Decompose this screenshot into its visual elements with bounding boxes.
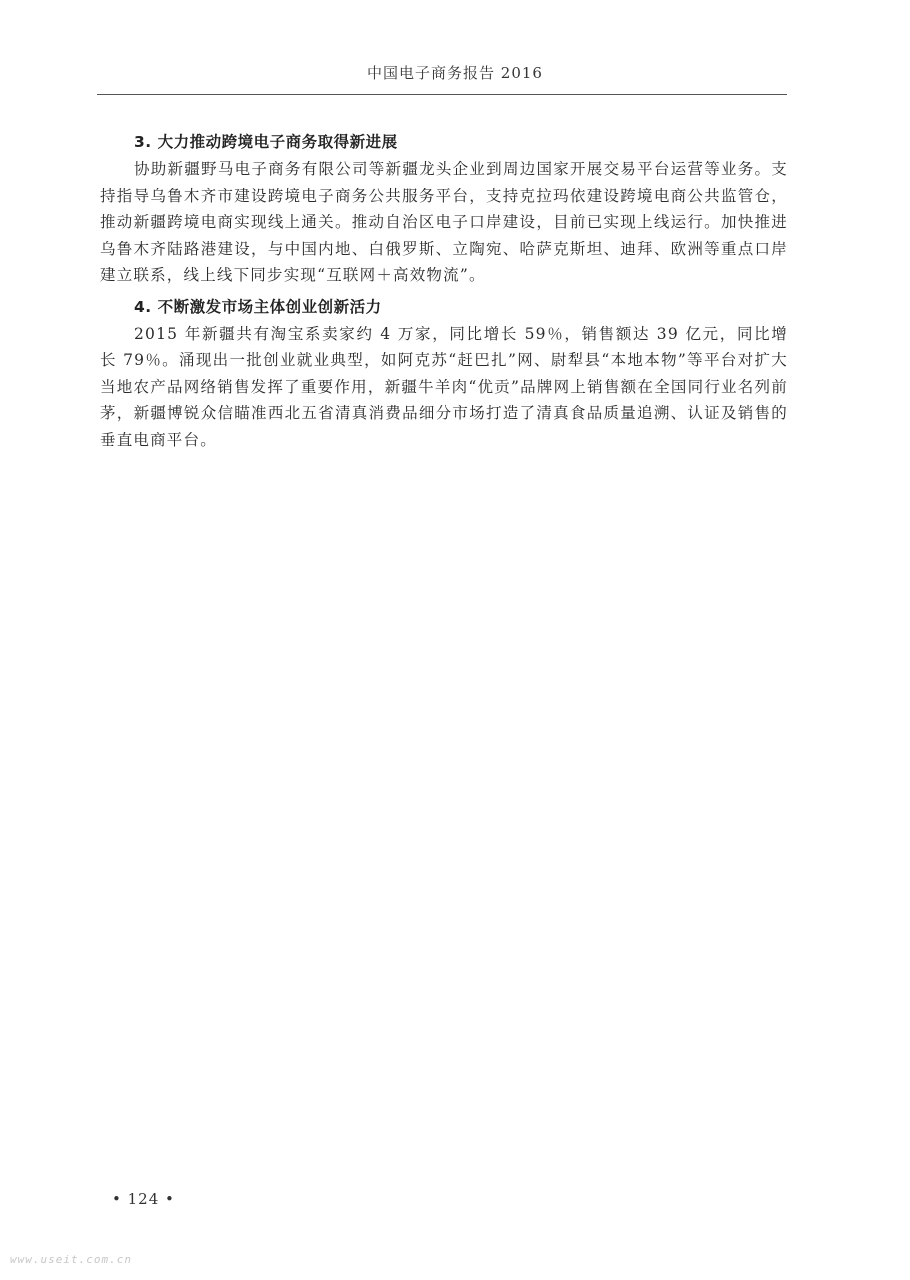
header-divider bbox=[97, 94, 787, 95]
running-header: 中国电子商务报告 2016 bbox=[367, 64, 543, 82]
main-content bbox=[100, 126, 788, 459]
section-heading: 3. 大力推动跨境电子商务取得新进展 bbox=[134, 133, 398, 151]
section-paragraph: 协助新疆野马电子商务有限公司等新疆龙头企业到周边国家开展交易平台运营等业务。支持指导乌鲁木齐市建设跨境电子商务公共服务平台，支持克拉玛依建设跨境电商公共监管仓，推动新疆跨境电商实现线上通关。推动自治区电子口岸建设，目前已实现上线运行。加快推进乌鲁木齐陆路港建设，与中国内地、白俄罗斯、立陶宛、哈萨克斯坦、迪拜、欧洲等重点口岸建立联系，线上线下同步实现“互联网＋高效物流”。 bbox=[100, 160, 788, 284]
section-cross-border-ecommerce bbox=[100, 130, 788, 289]
page-number: • 124 • bbox=[112, 1190, 175, 1208]
section-market-entrepreneurship bbox=[100, 295, 788, 454]
site-watermark: www.useit.com.cn bbox=[10, 1253, 132, 1266]
section-heading: 4. 不断激发市场主体创业创新活力 bbox=[134, 297, 382, 316]
section-paragraph: 2015 年新疆共有淘宝系卖家约 4 万家，同比增长 59％，销售额达 39 亿元，同比增长 79％。涌现出一批创业就业典型，如阿克苏“赶巴扎”网、尉犁县“本地本物”等平台对扩大当地农产品网络销售发挥了重要作用，新疆牛羊肉“优贡”品牌网上销售额在全国同行业名列前茅，新疆博锐众信瞄准西北五省清真消费品细分市场打造了清真食品质量追溯、认证及销售的垂直电商平台。 bbox=[100, 324, 788, 449]
